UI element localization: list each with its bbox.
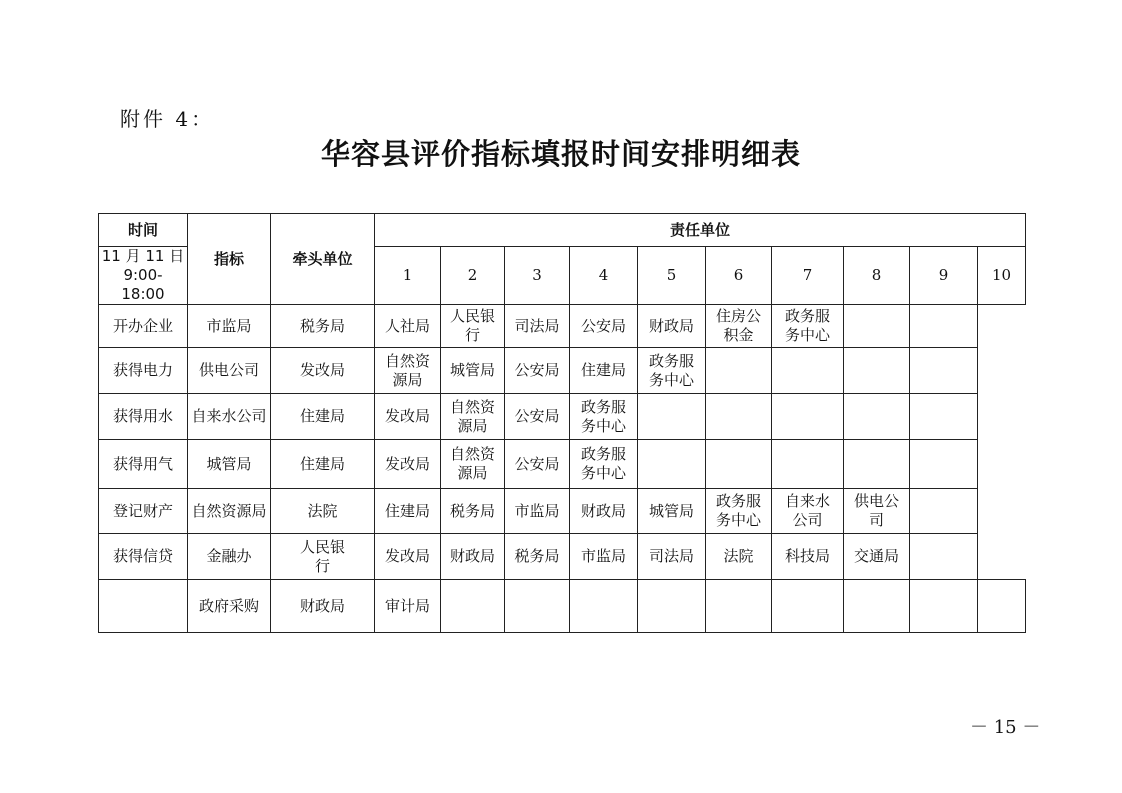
responsible-unit-line: 公安局 bbox=[514, 407, 560, 425]
responsible-unit-cell bbox=[638, 305, 706, 348]
responsible-unit-line: 税务局 bbox=[299, 316, 345, 335]
responsible-unit-cell bbox=[375, 534, 441, 580]
responsible-unit-line: 自来水 bbox=[784, 492, 830, 510]
responsible-unit-cell bbox=[638, 489, 706, 534]
responsible-unit-cell bbox=[375, 348, 441, 394]
responsible-unit-cell bbox=[505, 489, 570, 534]
indicator-cell: 政府采购 bbox=[188, 580, 271, 633]
responsible-unit-cell bbox=[505, 534, 570, 580]
responsible-unit-line: 税务局 bbox=[449, 501, 495, 520]
lead-unit-cell: 自来水公司 bbox=[188, 394, 271, 440]
header-number: 1 bbox=[375, 247, 441, 305]
header-responsible-units: 责任单位 bbox=[375, 214, 1026, 247]
responsible-unit-cell bbox=[978, 580, 1026, 633]
indicator-cell: 获得信贷 bbox=[99, 534, 188, 580]
responsible-unit-cell bbox=[570, 440, 638, 489]
responsible-unit-cell bbox=[271, 305, 375, 348]
responsible-unit-cell bbox=[638, 348, 706, 394]
header-indicator: 指标 bbox=[188, 214, 271, 305]
responsible-unit-cell bbox=[505, 305, 570, 348]
responsible-unit-line: 司法局 bbox=[514, 316, 560, 335]
time-slot-line: 18:00 bbox=[121, 285, 165, 303]
responsible-unit-cell bbox=[271, 394, 375, 440]
indicator-cell: 获得用气 bbox=[99, 440, 188, 489]
responsible-unit-line: 务中心 bbox=[580, 416, 626, 435]
responsible-unit-line: 公司 bbox=[792, 511, 823, 529]
header-number: 2 bbox=[441, 247, 505, 305]
lead-unit-cell: 市监局 bbox=[188, 305, 271, 348]
responsible-unit-cell bbox=[638, 394, 706, 440]
responsible-unit-line: 务中心 bbox=[648, 370, 694, 389]
responsible-unit-line: 法院 bbox=[723, 547, 754, 565]
responsible-unit-cell bbox=[706, 305, 772, 348]
responsible-unit-cell bbox=[910, 489, 978, 534]
responsible-unit-line: 司 bbox=[868, 511, 884, 529]
responsible-unit-line: 住房公 bbox=[715, 307, 761, 325]
responsible-unit-line: 科技局 bbox=[784, 547, 830, 565]
responsible-unit-line: 城管局 bbox=[449, 361, 495, 379]
responsible-unit-cell bbox=[910, 440, 978, 489]
responsible-unit-line: 行 bbox=[314, 556, 330, 575]
responsible-unit-cell bbox=[505, 580, 570, 633]
responsible-unit-line: 住建局 bbox=[299, 454, 345, 473]
lead-unit-cell: 城管局 bbox=[188, 440, 271, 489]
responsible-unit-line: 司法局 bbox=[648, 547, 694, 565]
responsible-unit-cell bbox=[375, 580, 441, 633]
responsible-unit-line: 源局 bbox=[392, 370, 423, 389]
responsible-unit-cell bbox=[505, 348, 570, 394]
responsible-unit-line: 政务服 bbox=[715, 492, 761, 510]
header-time: 时间 bbox=[99, 214, 188, 247]
responsible-unit-line: 住建局 bbox=[384, 501, 430, 520]
indicator-cell: 获得电力 bbox=[99, 348, 188, 394]
responsible-unit-line: 审计局 bbox=[384, 596, 430, 615]
responsible-unit-cell bbox=[570, 580, 638, 633]
responsible-unit-line: 交通局 bbox=[853, 547, 899, 565]
responsible-unit-line: 自然资 bbox=[449, 445, 495, 463]
responsible-unit-line: 供电公 bbox=[853, 492, 899, 510]
responsible-unit-line: 财政局 bbox=[648, 316, 694, 335]
responsible-unit-cell bbox=[844, 580, 910, 633]
responsible-unit-line: 发改局 bbox=[384, 407, 430, 425]
responsible-unit-cell bbox=[638, 534, 706, 580]
header-number: 7 bbox=[772, 247, 844, 305]
responsible-unit-cell bbox=[772, 394, 844, 440]
page-number: － 15 － bbox=[970, 717, 1041, 738]
responsible-unit-line: 行 bbox=[464, 326, 480, 344]
time-slot-line: 9:00- bbox=[123, 266, 163, 284]
header-number: 4 bbox=[570, 247, 638, 305]
lead-unit-cell: 金融办 bbox=[188, 534, 271, 580]
responsible-unit-cell bbox=[772, 305, 844, 348]
responsible-unit-cell bbox=[570, 305, 638, 348]
responsible-unit-line: 公安局 bbox=[514, 361, 560, 379]
indicator-cell: 登记财产 bbox=[99, 489, 188, 534]
responsible-unit-line: 政务服 bbox=[580, 445, 626, 463]
responsible-unit-cell bbox=[772, 348, 844, 394]
table-row bbox=[99, 489, 1026, 534]
responsible-unit-cell bbox=[375, 394, 441, 440]
responsible-unit-cell bbox=[375, 440, 441, 489]
lead-unit-cell: 财政局 bbox=[271, 580, 375, 633]
table-row bbox=[99, 534, 1026, 580]
responsible-unit-line: 人民银 bbox=[449, 307, 495, 325]
responsible-unit-cell bbox=[271, 440, 375, 489]
responsible-unit-line: 财政局 bbox=[580, 501, 626, 520]
responsible-unit-cell bbox=[271, 348, 375, 394]
responsible-unit-line: 务中心 bbox=[580, 464, 626, 482]
responsible-unit-line: 城管局 bbox=[648, 501, 694, 520]
responsible-unit-cell bbox=[271, 534, 375, 580]
responsible-unit-cell bbox=[910, 534, 978, 580]
time-slot-line: 11 月 11 日 bbox=[101, 247, 185, 265]
table-row bbox=[99, 580, 1026, 633]
time-slot-empty bbox=[99, 580, 188, 633]
responsible-unit-cell bbox=[441, 580, 505, 633]
responsible-unit-cell bbox=[772, 440, 844, 489]
responsible-unit-line: 自然资 bbox=[384, 351, 430, 370]
responsible-unit-line: 财政局 bbox=[449, 547, 495, 565]
responsible-unit-cell bbox=[638, 580, 706, 633]
responsible-unit-cell bbox=[505, 394, 570, 440]
responsible-unit-cell bbox=[772, 489, 844, 534]
responsible-unit-cell bbox=[706, 489, 772, 534]
responsible-unit-cell bbox=[772, 580, 844, 633]
responsible-unit-cell bbox=[505, 440, 570, 489]
responsible-unit-line: 公安局 bbox=[580, 316, 626, 335]
responsible-unit-line: 市监局 bbox=[580, 547, 626, 565]
lead-unit-cell: 自然资源局 bbox=[188, 489, 271, 534]
responsible-unit-cell bbox=[638, 440, 706, 489]
table-row bbox=[99, 440, 1026, 489]
responsible-unit-line: 发改局 bbox=[384, 454, 430, 473]
responsible-unit-line: 市监局 bbox=[514, 501, 560, 520]
responsible-unit-line: 税务局 bbox=[514, 547, 560, 565]
responsible-unit-cell bbox=[910, 348, 978, 394]
responsible-unit-cell bbox=[441, 348, 505, 394]
responsible-unit-cell bbox=[844, 534, 910, 580]
schedule-table bbox=[98, 213, 1026, 633]
responsible-unit-cell bbox=[271, 489, 375, 534]
responsible-unit-line: 政务服 bbox=[580, 397, 626, 416]
header-number: 10 bbox=[978, 247, 1026, 305]
responsible-unit-cell bbox=[441, 534, 505, 580]
responsible-unit-line: 人民银 bbox=[299, 537, 345, 556]
indicator-cell: 开办企业 bbox=[99, 305, 188, 348]
responsible-unit-cell bbox=[706, 394, 772, 440]
responsible-unit-line: 发改局 bbox=[384, 547, 430, 565]
responsible-unit-cell bbox=[570, 394, 638, 440]
responsible-unit-cell bbox=[910, 305, 978, 348]
responsible-unit-line: 公安局 bbox=[514, 454, 560, 473]
responsible-unit-line: 源局 bbox=[457, 416, 488, 435]
table-row bbox=[99, 394, 1026, 440]
responsible-unit-cell bbox=[844, 394, 910, 440]
responsible-unit-cell bbox=[375, 305, 441, 348]
table-row bbox=[99, 348, 1026, 394]
responsible-unit-cell bbox=[844, 489, 910, 534]
responsible-unit-line: 积金 bbox=[723, 326, 754, 344]
responsible-unit-cell bbox=[910, 580, 978, 633]
responsible-unit-line: 法院 bbox=[307, 501, 338, 520]
responsible-unit-line: 政务服 bbox=[784, 307, 830, 325]
header-number: 9 bbox=[910, 247, 978, 305]
responsible-unit-cell bbox=[706, 348, 772, 394]
responsible-unit-line: 自然资 bbox=[449, 397, 495, 416]
header-number: 6 bbox=[706, 247, 772, 305]
header-number: 3 bbox=[505, 247, 570, 305]
responsible-unit-cell bbox=[706, 534, 772, 580]
responsible-unit-line: 务中心 bbox=[715, 511, 761, 529]
responsible-unit-cell bbox=[441, 394, 505, 440]
header-number: 5 bbox=[638, 247, 706, 305]
responsible-unit-cell bbox=[706, 580, 772, 633]
time-slot-cell bbox=[99, 247, 188, 305]
responsible-unit-line: 务中心 bbox=[784, 326, 830, 344]
responsible-unit-cell bbox=[441, 440, 505, 489]
attachment-label: 附件 4： bbox=[120, 107, 215, 131]
responsible-unit-line: 住建局 bbox=[299, 407, 345, 425]
responsible-unit-cell bbox=[706, 440, 772, 489]
responsible-unit-cell bbox=[844, 440, 910, 489]
responsible-unit-cell bbox=[441, 489, 505, 534]
header-lead-unit: 牵头单位 bbox=[271, 214, 375, 305]
responsible-unit-line: 发改局 bbox=[299, 361, 345, 379]
responsible-unit-cell bbox=[441, 305, 505, 348]
page-title: 华容县评价指标填报时间安排明细表 bbox=[320, 137, 801, 171]
responsible-unit-cell bbox=[844, 305, 910, 348]
responsible-unit-cell bbox=[570, 534, 638, 580]
lead-unit-cell: 供电公司 bbox=[188, 348, 271, 394]
responsible-unit-cell bbox=[375, 489, 441, 534]
responsible-unit-cell bbox=[772, 534, 844, 580]
responsible-unit-cell bbox=[844, 348, 910, 394]
responsible-unit-cell bbox=[570, 348, 638, 394]
responsible-unit-line: 源局 bbox=[457, 464, 488, 482]
indicator-cell: 获得用水 bbox=[99, 394, 188, 440]
responsible-unit-line: 政务服 bbox=[648, 351, 694, 370]
responsible-unit-cell bbox=[570, 489, 638, 534]
header-number: 8 bbox=[844, 247, 910, 305]
responsible-unit-line: 住建局 bbox=[580, 361, 626, 379]
responsible-unit-line: 人社局 bbox=[384, 316, 430, 335]
table-row bbox=[99, 305, 1026, 348]
responsible-unit-cell bbox=[910, 394, 978, 440]
